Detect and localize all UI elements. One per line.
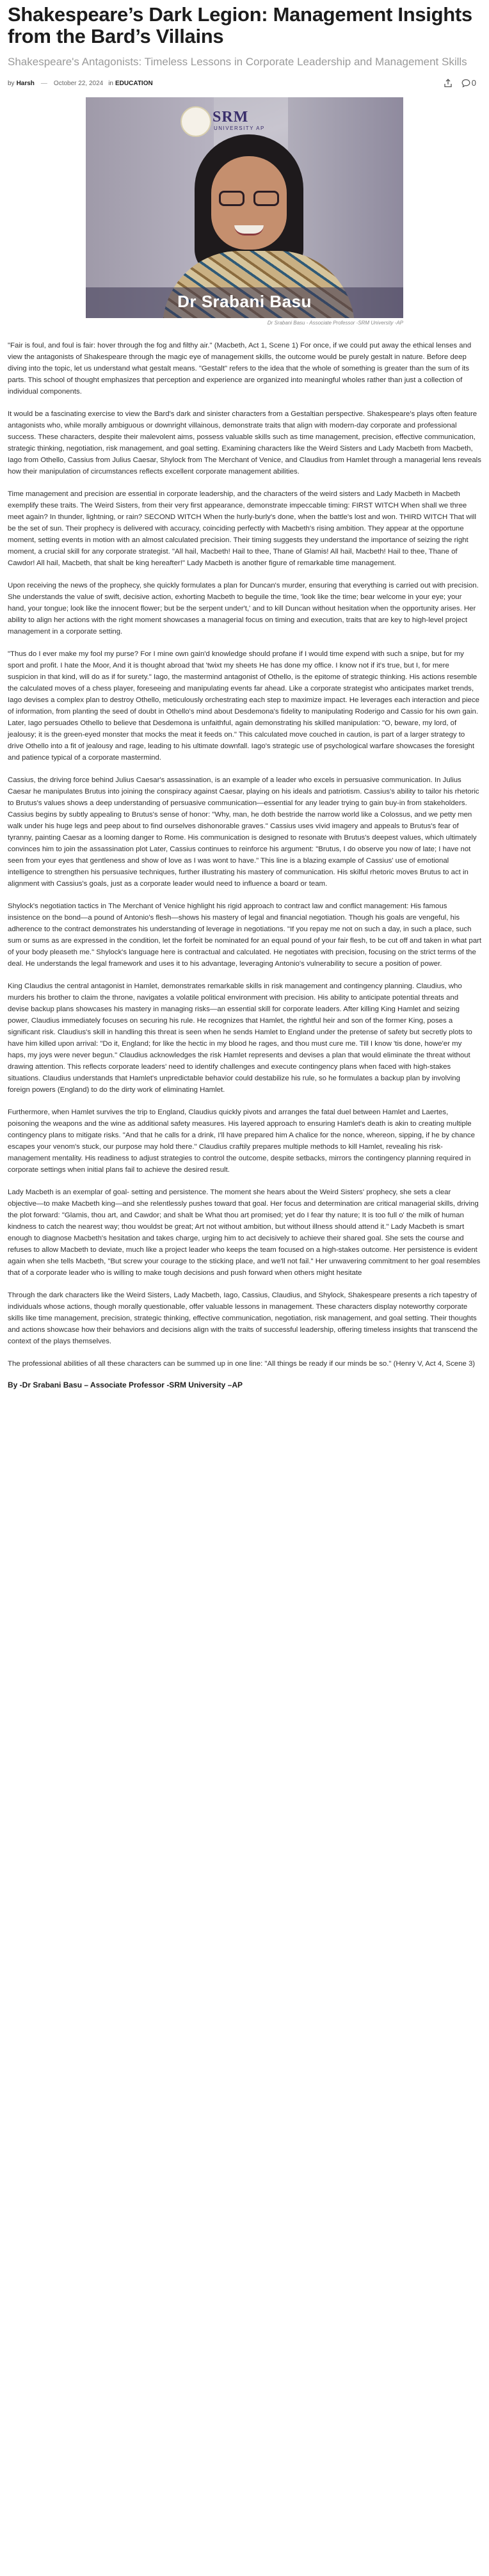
body-paragraph: Furthermore, when Hamlet survives the trip to England, Claudius quickly pivots and arranges the fatal duel between Hamlet and Laertes, poisoning the weapons and the wine as additional safety measures. His layered approach to ensuring Hamlet's death is akin to creating multiple contingency plans to mitigate risks. "And that he calls for a drink, I'll have prepared him A chalice for the nonce, whereon, sipping, if he by chance escapes your venom's stuck, our purpose may hold there." Claudius craftily prepares multiple methods to kill Hamlet, revealing his risk-management mentality. His readiness to adjust strategies to control the outcome, despite setbacks, mirrors the contingency planning required in corporate settings when initial plans fail to achieve the desired result.: [8, 1108, 475, 1174]
comment-count: 0: [471, 78, 476, 88]
university-logo-text: SRM: [212, 109, 249, 125]
body-paragraph: It would be a fascinating exercise to view the Bard's dark and sinister characters from a Gestaltian perspective. Shakespeare's plays often feature antagonists who, while morally ambiguous or downright villainous, demonstrate traits that align with modern-day corporate and professional success. These characters, despite their malevolent aims, possess valuable skills such as time management, precision, effective communication, strategic thinking, negotiation, risk management, and goal setting. Examining characters like the Weird Sisters and Lady Macbeth from Macbeth, Iago from Othello, Cassius from Julius Caesar, Shylock from The Merchant of Venice, and Claudius from Hamlet through a managerial lens reveals how their manipulation of circumstances reflects excellent corporate management abilities.: [8, 410, 481, 476]
category-prefix: in: [108, 79, 113, 87]
comment-icon: [461, 79, 470, 88]
portrait-glasses-right: [253, 191, 279, 206]
author-link[interactable]: Harsh: [16, 79, 35, 87]
category-link[interactable]: EDUCATION: [115, 79, 153, 87]
author-signature: By -Dr Srabani Basu – Associate Professor -SRM University –AP: [8, 1380, 243, 1389]
post-date: October 22, 2024: [53, 79, 104, 87]
article-subtitle: Shakespeare's Antagonists: Timeless Lessons in Corporate Leadership and Management Skills: [8, 56, 467, 68]
body-paragraph: "Fair is foul, and foul is fair: hover through the fog and filthy air." (Macbeth, Act 1, Scene 1) For once, if we could put away the ethical lenses and view the antagonists of Shakespeare through the magic eye of management skills, the outcome would be purely gestalt in nature. Before deep diving into the topic, let us understand what gestalt means. "Gestalt" refers to the idea that the whole of something is greater than the sum of its parts. This school of thought emphasizes that perception and experience are organized into meaningful wholes rather than just a collection of individual components.: [8, 342, 472, 396]
body-paragraph: King Claudius the central antagonist in Hamlet, demonstrates remarkable skills in risk management and contingency planning. Claudius, who murders his brother to claim the throne, navigates a volatile political environment with precision. His ability to anticipate potential threats and devise backup plans showcases his mastery in managing risks—an essential skill for corporate leaders. After killing King Hamlet and seizing power, Claudius immediately focuses on securing his rule. He recognizes that Hamlet, the rightful heir and son of the former King, poses a significant risk. Claudius's skill in handling this threat is seen when he sends Hamlet to England under the pretense of safety but secretly plots to have him killed upon arrival: "Do it, England; for like the hectic in my blood he rages, and thou must cure me. Till I know 'tis done, howe'er my haps, my joys were never begun." Claudius acknowledges the risk Hamlet represents and devises a plan that would eliminate the threat without drawing attention. This reflects corporate leaders' need to identify challenges and execute contingency plans when faced with high-stakes situations. Claudius understands that Hamlet's unpredictable behavior could destabilize his rule, so he formulates a backup plan by involving foreign powers (England) to do the dirty work of eliminating Hamlet.: [8, 982, 472, 1094]
author-prefix: by: [8, 79, 15, 87]
body-paragraph: The professional abilities of all these characters can be summed up in one line: "All things be ready if our minds be so." (Henry V, Act 4, Scene 3): [8, 1360, 476, 1368]
university-logo-subtext: UNIVERSITY AP: [214, 125, 265, 131]
featured-photo: [86, 97, 403, 318]
body-paragraph: Lady Macbeth is an exemplar of goal- setting and persistence. The moment she hears about the Weird Sisters' prophecy, she sets a clear objective—to make Macbeth king—and she relentlessly pushes toward that goal. Her focus and determination are critical managerial skills, driving the plot forward: "Glamis, thou art, and Cawdor; and shalt be What thou art promised; yet do I fear thy nature; It is too full o' the milk of human kindness to catch the nearest way; thou wouldst be great; Art not without ambition, but without illness should attend it." Lady Macbeth is smart enough to diagnose Macbeth's hesitation and takes charge, urging him to act decisively to achieve their shared goal. She sets the course and refuses to allow Macbeth to deviate, much like a project leader who keeps the team focused on a high-stakes outcome. Her persistence is evident again when she tells Macbeth, "But screw your courage to the sticking place, and we'll not fail." Her unwavering commitment to her goal resembles that of a corporate leader who is willing to make tough decisions and push forward when others might hesitate: [8, 1188, 481, 1277]
meta-actions: [444, 78, 476, 88]
figure-caption: Dr Srabani Basu - Associate Professor -SRM University -AP: [267, 320, 403, 326]
category: [108, 80, 153, 87]
article-meta: [8, 78, 481, 88]
meta-separator: —: [40, 79, 47, 87]
portrait-glasses-left: [219, 191, 245, 206]
featured-figure: [86, 97, 403, 326]
body-paragraph: Shylock's negotiation tactics in The Merchant of Venice highlight his rigid approach to contract law and conflict management: His famous insistence on the bond—a pound of Antonio's flesh—shows his mastery of legal and financial negotiation. Though his goals are vengeful, his adherence to the contract demonstrates his understanding of leverage in negotiations. "If you repay me not on such a day, in such a place, such sum or sums as are expressed in the condition, let the forfeit be nominated for an equal pound of your fair flesh, to be cut off and taken in what part of your body pleaseth me." Shylock's language here is contractual and calculated. He negotiates with precision, focusing on the strict terms of the deal. He understands the legal framework and uses it to his advantage, leveraging Antonio's vulnerability to secure a position of power.: [8, 902, 481, 968]
share-icon[interactable]: [444, 79, 453, 88]
comments[interactable]: [461, 78, 476, 88]
body-paragraph: Upon receiving the news of the prophecy, she quickly formulates a plan for Duncan's murder, ensuring that everything is carried out with precision. She understands the value of swift, decisive action, exhorting Macbeth to beguile the time, 'look like the time; bear welcome in your eye; your hand, your tongue; look like the innocent flower; but be the serpent under't,' and to kill Duncan without hesitation when the opportunity arises. Her ability to align her actions with the right moment showcases a managerial focus on timing and execution, traits that are key to high-level project management in a corporate setting.: [8, 582, 479, 636]
body-paragraph: Cassius, the driving force behind Julius Caesar's assassination, is an example of a leader who excels in persuasive communication. In Julius Caesar he manipulates Brutus into joining the conspiracy against Caesar, playing on his ideals and patriotism. Cassius's ability to tailor his rhetoric to Brutus's values shows a deep understanding of persuasive communication—essential for any leader trying to gain buy-in from stakeholders. Cassius begins by subtly appealing to Brutus's sense of honor: "Why, man, he doth bestride the narrow world like a Colossus, and we petty men walk under his huge legs and peep about to find ourselves dishonorable graves." Cassius uses vivid imagery and appeals to Brutus's fear of tyranny, painting Caesar as a looming danger to Rome. His communication is designed to resonate with Brutus's deepest values, which ultimately convinces him to join the assassination plot Later, Cassius continues to reinforce his argument: "Brutus, I do observe you now of late; I have not seen from your eyes that gentleness and show of love as I was wont to have." This line is a blazing example of Cassius' use of emotional intelligence to strengthen his persuasive techniques, further illustrating his mastery of communication. His skilful rhetoric moves Brutus to act in alignment with Cassius's goals, just as a corporate leader would need to influence a board or team.: [8, 776, 479, 888]
article-body: [8, 340, 481, 1370]
body-paragraph: Through the dark characters like the Weird Sisters, Lady Macbeth, Iago, Cassius, Claudius, and Shylock, Shakespeare presents a rich tapestry of individuals whose actions, though morally questionable, offer valuable lessons in management. These characters display noteworthy corporate skills like time management, precision, strategic thinking, effective communication, negotiation, risk management, and goal setting. Their thoughts and actions showcase how their behaviors and decisions align with the traits of successful leadership, offering timeless insights that transcend the context of the plays themselves.: [8, 1292, 478, 1345]
body-paragraph: "Thus do I ever make my fool my purse? For I mine own gain'd knowledge should profane if I would time expend with such a snipe, but for my sport and profit. I hate the Moor, And it is thought abroad that 'twixt my sheets He has done my office. I know not if it's true, but I, for mere suspicion in that kind, will do as if for surety." Iago, the mastermind antagonist of Othello, is the epitome of strategic thinking. His actions resemble the calculated moves of a chess player, foreseeing and manipulating events far ahead. Like a corporate strategist who anticipates market trends, Iago devises a complex plan to destroy Othello, meticulously orchestrating each step to maximize impact. He leverages each interaction and piece of information, from planting the seed of doubt in Othello's mind about Desdemona's fidelity to manipulating Roderigo and Cassio for his own gain. Later, Iago persuades Othello to believe that Desdemona is unfaithful, again demonstrating his skilled manipulation: "O, beware, my lord, of jealousy; it is the green-eyed monster that mocks the meat it feeds on." This calculated move couched in caution, is part of a larger strategy to drive Othello into a fit of jealousy and rage, leading to his ultimate downfall. Iago's strategic use of psychological warfare showcases the foresight and patience typical of a corporate mastermind.: [8, 650, 479, 762]
body-paragraph: Time management and precision are essential in corporate leadership, and the characters of the weird sisters and Lady Macbeth in Macbeth exemplify these traits. The Weird Sisters, from their very first appearance, demonstrate impeccable timing: FIRST WITCH When shall we three meet again? In thunder, lightning, or rain? SECOND WITCH When the hurly-burly's done, when the battle's lost and won. THIRD WITCH That will be the set of sun. Their prophecy is delivered with accuracy, coinciding perfectly with Macbeth's rising ambition. They appear at the opportune moment, setting events in motion with an almost calculated precision. Their timing suggests they understand the importance of seizing the right moment, a crucial skill for any corporate strategist. "All hail, Macbeth! Hail to thee, Thane of Glamis! All hail, Macbeth! Hail to thee, Thane of Cawdor! All hail, Macbeth, that shalt be king hereafter!" Lady Macbeth is another figure of remarkable time management.: [8, 490, 476, 567]
university-logo-emblem: [180, 106, 211, 137]
article-title: Shakespeare’s Dark Legion: Management Insights from the Bard’s Villains: [8, 3, 472, 47]
photo-overlay-name: Dr Srabani Basu: [177, 292, 312, 311]
